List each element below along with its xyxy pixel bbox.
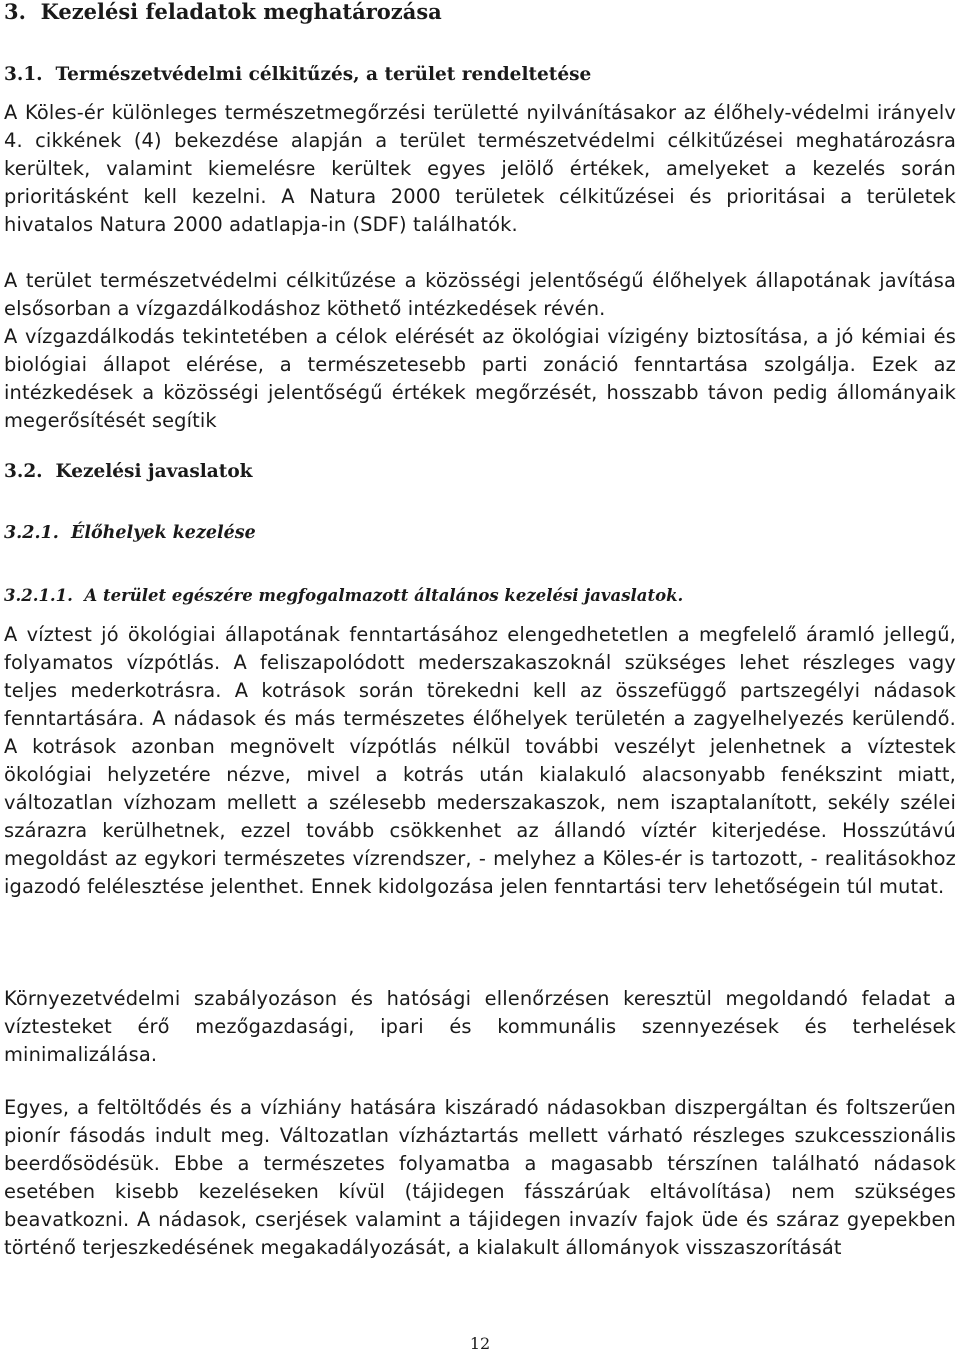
paragraph-water-supply: A víztest jó ökológiai állapotának fenntartásához elengedhetetlen a megfelelő áramló jellegű, folyamatos vízpótlás. A feliszapolódott mederszakaszoknál szükséges lehet részleges vagy teljes mederkotrásra. A kotrások során törekedni kell az összefüggő partszegélyi nádasok fenntartására. A nádasok és más természetes élőhelyek területén a zagyelhelyezés kerülendő. A kotrások azonban megnövelt vízpótlás nélkül további veszélyt jelenhetnek a víztestek ökológiai helyzetére nézve, mivel a kotrás után kialakuló alacsonyabb fenékszint miatt, változatlan vízhozam mellett a szélesebb mederszakaszok, nem iszaptalanított, sekély szélei szárazra kerülhetnek, ezzel tovább csökkenhet az állandó víztér kiterjedése. Hosszútávú megoldást az egykori természetes vízrendszer, - melyhez a Köles-ér is tartozott, - realitásokhoz igazodó felélesztése jelenthet. Ennek kidolgozása jelen fenntartási terv lehetőségein túl mutat. <box>4 623 956 898</box>
paragraph-reed-succession: Egyes, a feltöltődés és a vízhiány hatására kiszáradó nádasokban diszpergáltan és foltszerűen pionír fásodás indult meg. Változatlan vízháztartás mellett várható részleges szukcesszionális beerdősödésük. Ebbe a természetes folyamatba a magasabb térszínen található nádasok esetében kisebb kezeléseken kívül (tájidegen fásszárúak eltávolítása) nem szükséges beavatkozni. A nádasok, cserjések valamint a tájidegen invazív fajok üde és száraz gyepekben történő terjeszkedésének megakadályozását, a kialakult állományok visszaszorítását <box>4 1096 956 1259</box>
section-3-2-title: Kezelési javaslatok <box>55 461 253 482</box>
paragraph-natura-objectives: A Köles-ér különleges természetmegőrzési területté nyilvánításakor az élőhely-védelmi irányelv 4. cikkének (4) bekezdése alapján a terület természetvédelmi célkitűzései meghatározásra kerültek, valamint kiemelésre kerültek egyes jelölő értékek, amelyeket a kezelés során prioritásként kell kezelni. A Natura 2000 területek célkitűzései és prioritásai a területek hivatalos Natura 2000 adatlapja-in (SDF) találhatók. <box>4 101 956 236</box>
paragraph-environmental-regulation: Környezetvédelmi szabályozáson és hatósági ellenőrzésen keresztül megoldandó feladat a víztesteket érő mezőgazdasági, ipari és kommunális szennyezések és terhelések minimalizálása. <box>4 987 956 1066</box>
section-3-2-heading <box>4 459 252 485</box>
section-3-1-number: 3.1. <box>4 64 43 85</box>
section-3-2-1-1-heading <box>4 583 683 609</box>
section-3-title: Kezelési feladatok meghatározása <box>40 0 442 24</box>
section-3-2-1-heading <box>4 520 256 546</box>
section-3-2-1-number: 3.2.1. <box>4 523 59 543</box>
section-3-2-1-title: Élőhelyek kezelése <box>71 523 256 543</box>
paragraph-conservation-goal: A terület természetvédelmi célkitűzése a közösségi jelentőségű élőhelyek állapotának javítása elsősorban a vízgazdálkodáshoz köthető intézkedések révén. <box>4 269 956 320</box>
section-3-number: 3. <box>4 0 26 24</box>
page-number: 12 <box>469 1334 491 1353</box>
section-3-2-number: 3.2. <box>4 461 43 482</box>
section-3-heading <box>4 0 442 26</box>
paragraph-water-management: A vízgazdálkodás tekintetében a célok elérését az ökológiai vízigény biztosítása, a jó kémiai és biológiai állapot elérése, a természetesebb parti zonáció fenntartása szolgálja. Ezek az intézkedések a közösségi jelentőségű értékek megőrzését, hosszabb távon pedig állományaik megerősítését segítik <box>4 325 956 432</box>
section-3-2-1-1-title: A terület egészére megfogalmazott általános kezelési javaslatok. <box>84 586 684 605</box>
section-3-2-1-1-number: 3.2.1.1. <box>4 586 73 605</box>
section-3-1-heading <box>4 62 591 88</box>
section-3-1-title: Természetvédelmi célkitűzés, a terület rendeltetése <box>55 64 592 85</box>
